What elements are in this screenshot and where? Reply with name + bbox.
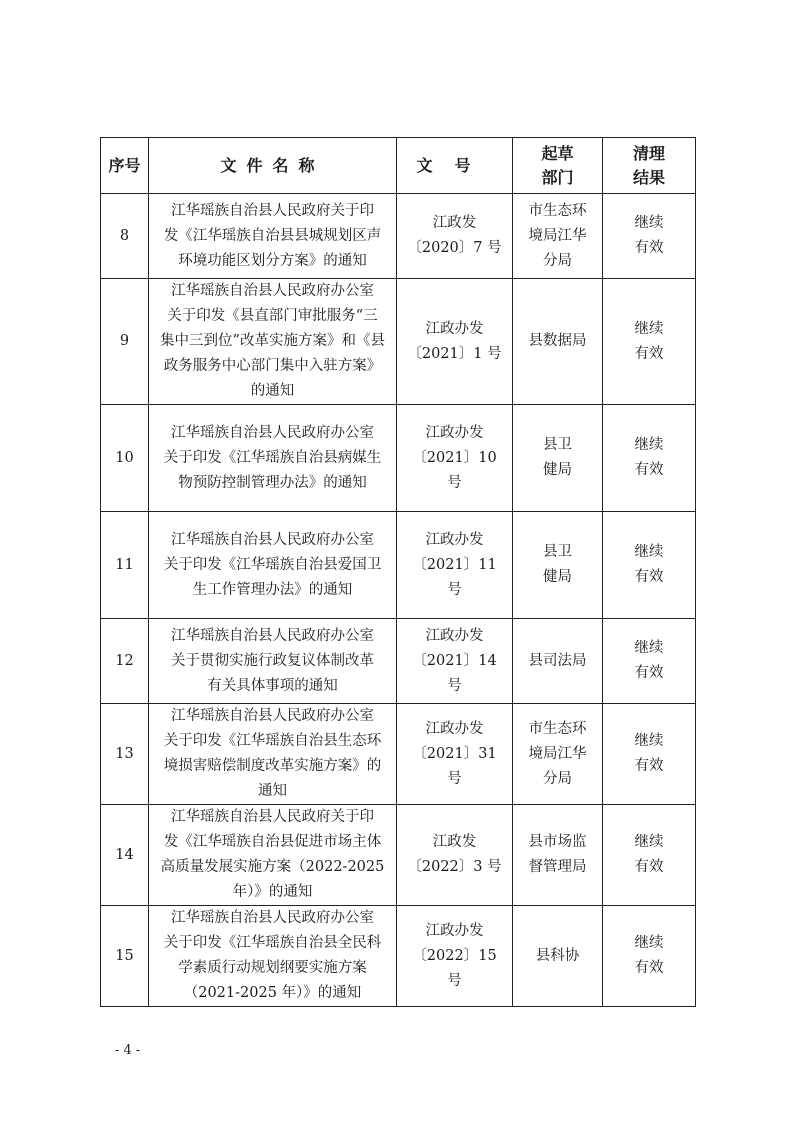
row-file-name-line: 关于印发《江华瑶族自治县全民科 <box>163 935 382 951</box>
row-file-name-line: 江华瑶族自治县人民政府办公室 <box>171 283 374 299</box>
row-drafting-dept-line: 境局江华 <box>528 745 587 762</box>
row-cleanup-result <box>603 279 696 405</box>
row-drafting-dept <box>513 805 603 906</box>
row-cleanup-result-line: 继续 <box>634 834 664 850</box>
row-cleanup-result <box>603 194 696 279</box>
row-cleanup-result <box>603 805 696 906</box>
row-drafting-dept-line: 分局 <box>543 252 572 269</box>
row-drafting-dept-line: 县卫 <box>543 544 572 560</box>
row-doc-number-line: 江政办发 <box>425 320 484 337</box>
row-cleanup-result-line: 有效 <box>634 345 664 362</box>
header-seq: 序号 <box>101 138 149 194</box>
row-file-name-line: 发《江华瑶族自治县促进市场主体 <box>163 834 382 850</box>
table-row <box>101 279 696 405</box>
row-drafting-dept <box>513 279 603 405</box>
row-drafting-dept-line: 健局 <box>543 569 572 585</box>
row-drafting-dept-line: 分局 <box>543 770 572 787</box>
table-header-row <box>101 138 696 194</box>
table-row <box>101 194 696 279</box>
table-row <box>101 805 696 906</box>
row-seq: 15 <box>101 906 149 1007</box>
row-file-name <box>149 906 397 1007</box>
row-cleanup-result-line: 继续 <box>634 544 664 560</box>
row-doc-number <box>397 512 513 619</box>
row-cleanup-result <box>603 405 696 512</box>
row-file-name <box>149 619 397 704</box>
row-drafting-dept <box>513 906 603 1007</box>
row-cleanup-result <box>603 619 696 704</box>
row-doc-number-line: 江政发 <box>432 834 477 850</box>
row-drafting-dept <box>513 512 603 619</box>
row-drafting-dept <box>513 704 603 805</box>
row-drafting-dept-line: 市生态环 <box>528 202 587 219</box>
row-doc-number <box>397 405 513 512</box>
row-seq: 10 <box>101 405 149 512</box>
row-file-name <box>149 805 397 906</box>
row-file-name-line: （2021-2025 年）》的通知 <box>183 985 362 1001</box>
row-file-name-line: 关于印发《江华瑶族自治县爱国卫 <box>163 556 382 573</box>
row-doc-number-line: 〔2021〕10 号 <box>412 449 497 491</box>
row-file-name <box>149 279 397 405</box>
row-file-name-line: 关于印发《县直部门审批服务“三 <box>167 308 378 324</box>
row-drafting-dept-line: 市生态环 <box>528 720 587 737</box>
row-doc-number-line: 〔2020〕7 号 <box>407 240 502 256</box>
row-seq: 13 <box>101 704 149 805</box>
row-file-name-line: 有关具体事项的通知 <box>207 677 338 694</box>
row-cleanup-result <box>603 704 696 805</box>
row-cleanup-result-line: 继续 <box>634 437 664 453</box>
row-file-name-line: 政务服务中心部门集中入驻方案》 <box>163 358 382 374</box>
row-drafting-dept <box>513 194 603 279</box>
row-file-name-line: 发《江华瑶族自治县县城规划区声 <box>163 227 382 244</box>
row-cleanup-result <box>603 906 696 1007</box>
row-drafting-dept-line: 督管理局 <box>528 859 587 875</box>
header-drafting-dept-line2: 部门 <box>541 167 574 187</box>
table-row <box>101 512 696 619</box>
row-file-name-line: 年）》的通知 <box>232 884 313 900</box>
row-file-name-line: 集中三到位”改革实施方案》和《县 <box>160 333 385 349</box>
row-cleanup-result-line: 有效 <box>634 859 664 875</box>
row-doc-number <box>397 194 513 279</box>
row-file-name <box>149 194 397 279</box>
row-drafting-dept-line: 境局江华 <box>528 227 587 244</box>
header-cleanup-result-line1: 清理 <box>632 143 665 163</box>
row-file-name <box>149 704 397 805</box>
row-cleanup-result-line: 有效 <box>634 569 664 585</box>
row-cleanup-result-line: 继续 <box>634 215 664 231</box>
row-file-name-line: 江华瑶族自治县人民政府办公室 <box>171 910 374 926</box>
header-cleanup-result <box>603 138 696 194</box>
row-file-name-line: 境损害赔偿制度改革实施方案》的 <box>163 758 382 774</box>
row-cleanup-result-line: 继续 <box>634 733 664 749</box>
row-file-name-line: 江华瑶族自治县人民政府办公室 <box>171 627 374 644</box>
row-file-name-line: 江华瑶族自治县人民政府办公室 <box>171 708 374 724</box>
table-row <box>101 405 696 512</box>
row-file-name-line: 关于印发《江华瑶族自治县病媒生 <box>163 449 382 466</box>
row-file-name-line: 的通知 <box>250 383 295 399</box>
header-drafting-dept <box>513 138 603 194</box>
row-drafting-dept-line: 县司法局 <box>528 652 587 669</box>
row-drafting-dept-line: 县数据局 <box>528 333 587 349</box>
row-seq: 12 <box>101 619 149 704</box>
row-drafting-dept-line: 健局 <box>543 462 572 478</box>
row-doc-number-line: 江政办发 <box>425 627 484 644</box>
row-doc-number-line: 〔2021〕14 号 <box>412 652 497 694</box>
row-cleanup-result <box>603 512 696 619</box>
row-file-name-line: 环境功能区划分方案》的通知 <box>178 252 367 269</box>
row-cleanup-result-line: 继续 <box>634 320 664 337</box>
row-seq: 11 <box>101 512 149 619</box>
row-file-name <box>149 405 397 512</box>
row-cleanup-result-line: 有效 <box>634 758 664 774</box>
row-file-name-line: 学素质行动规划纲要实施方案 <box>178 960 367 976</box>
row-file-name-line: 高质量发展实施方案（2022-2025 <box>160 859 385 875</box>
row-drafting-dept <box>513 619 603 704</box>
table-row <box>101 906 696 1007</box>
document-table <box>100 137 696 1007</box>
table-row <box>101 619 696 704</box>
row-doc-number <box>397 619 513 704</box>
row-seq: 14 <box>101 805 149 906</box>
row-drafting-dept <box>513 405 603 512</box>
row-doc-number <box>397 805 513 906</box>
header-drafting-dept-line1: 起草 <box>541 143 574 163</box>
row-doc-number-line: 〔2022〕15 号 <box>412 947 497 989</box>
row-file-name-line: 江华瑶族自治县人民政府关于印 <box>171 809 374 825</box>
row-doc-number <box>397 906 513 1007</box>
row-cleanup-result-line: 继续 <box>634 935 664 951</box>
row-file-name-line: 物预防控制管理办法》的通知 <box>178 474 367 491</box>
table-row <box>101 704 696 805</box>
row-cleanup-result-line: 继续 <box>634 640 664 656</box>
row-doc-number-line: 〔2022〕3 号 <box>407 859 502 875</box>
row-cleanup-result-line: 有效 <box>634 665 664 681</box>
row-file-name-line: 江华瑶族自治县人民政府关于印 <box>171 202 374 219</box>
row-seq: 8 <box>101 194 149 279</box>
header-doc-number: 文号 <box>397 138 513 194</box>
page-number: - 4 - <box>115 1043 141 1058</box>
table-body <box>101 194 696 1007</box>
row-cleanup-result-line: 有效 <box>634 960 664 976</box>
row-file-name-line: 通知 <box>258 783 287 799</box>
row-doc-number-line: 〔2021〕31 号 <box>412 745 497 787</box>
row-file-name <box>149 512 397 619</box>
row-doc-number-line: 〔2021〕11 号 <box>412 556 497 598</box>
row-file-name-line: 江华瑶族自治县人民政府办公室 <box>171 424 374 441</box>
row-file-name-line: 关于贯彻实施行政复议体制改革 <box>171 652 374 669</box>
row-cleanup-result-line: 有效 <box>634 462 664 478</box>
header-cleanup-result-line2: 结果 <box>632 167 665 187</box>
row-doc-number-line: 江政办发 <box>425 720 484 737</box>
row-cleanup-result-line: 有效 <box>634 240 664 256</box>
row-drafting-dept-line: 县市场监 <box>528 834 587 850</box>
row-doc-number-line: 江政办发 <box>425 531 484 548</box>
row-drafting-dept-line: 县卫 <box>543 437 572 453</box>
row-doc-number-line: 江政办发 <box>425 424 484 441</box>
row-doc-number-line: 江政发 <box>432 215 477 231</box>
row-file-name-line: 江华瑶族自治县人民政府办公室 <box>171 531 374 548</box>
row-file-name-line: 生工作管理办法》的通知 <box>192 581 353 598</box>
row-doc-number-line: 江政办发 <box>425 922 484 939</box>
row-seq: 9 <box>101 279 149 405</box>
row-doc-number <box>397 704 513 805</box>
row-doc-number <box>397 279 513 405</box>
row-doc-number-line: 〔2021〕1 号 <box>407 345 502 362</box>
header-file-name: 文件名称 <box>149 138 397 194</box>
row-drafting-dept-line: 县科协 <box>535 947 580 964</box>
row-file-name-line: 关于印发《江华瑶族自治县生态环 <box>163 733 382 749</box>
